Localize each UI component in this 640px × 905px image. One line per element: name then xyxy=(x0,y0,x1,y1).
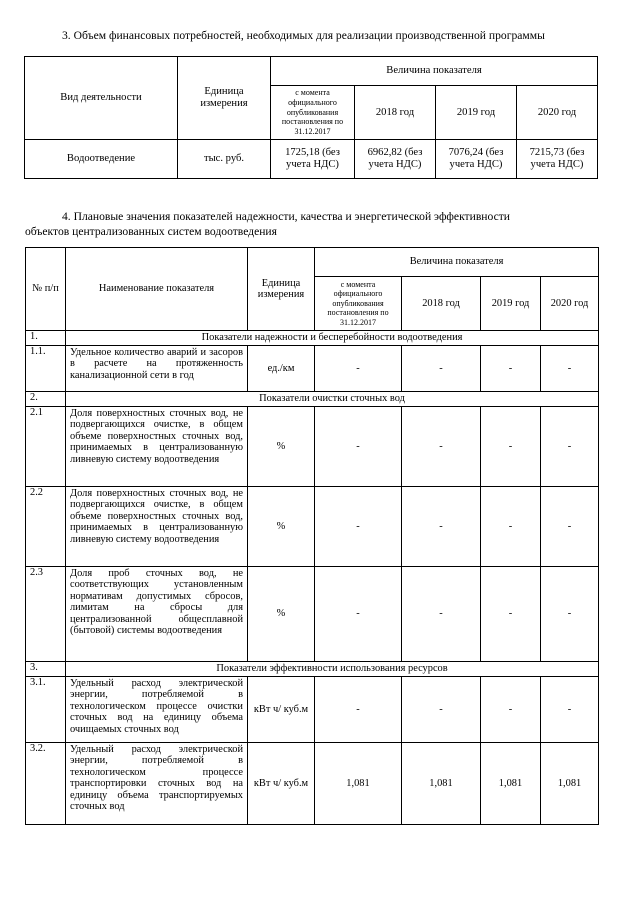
table-row xyxy=(25,140,598,179)
group-title: Показатели надежности и бесперебойности водоотведения xyxy=(66,331,599,346)
table-row xyxy=(26,677,599,743)
col-2018-header: 2018 год xyxy=(355,86,436,140)
table-row xyxy=(26,346,599,392)
financial-needs-table xyxy=(24,56,598,179)
unit-cell: кВт ч/ куб.м xyxy=(248,743,315,825)
activity-cell: Водоотведение xyxy=(25,140,178,179)
group-row xyxy=(26,392,599,407)
value-cell: - xyxy=(315,677,402,743)
value-cell: - xyxy=(402,677,481,743)
value-cell: - xyxy=(315,346,402,392)
indicator-name: Удельное количество аварий и засоров в расчете на протяженность канализационной сети в год xyxy=(66,346,248,392)
row-num: 2.1 xyxy=(26,407,66,487)
value-cell: - xyxy=(481,407,541,487)
value-cell: 1725,18 (без учета НДС) xyxy=(271,140,355,179)
value-cell: - xyxy=(315,487,402,567)
indicators-table xyxy=(25,247,599,825)
group-num: 2. xyxy=(26,392,66,407)
value-cell: - xyxy=(402,567,481,662)
unit-cell: тыс. руб. xyxy=(178,140,271,179)
value-cell: - xyxy=(481,677,541,743)
col-num-header: № п/п xyxy=(26,248,66,331)
group-num: 1. xyxy=(26,331,66,346)
value-cell: - xyxy=(481,346,541,392)
section3-title: 3. Объем финансовых потребностей, необходимых для реализации производственной программы xyxy=(62,29,545,42)
value-cell: - xyxy=(402,407,481,487)
value-cell: - xyxy=(481,487,541,567)
col-2019-header: 2019 год xyxy=(481,277,541,331)
indicator-name: Удельный расход электрической энергии, потребляемой в технологическом процессе транспортировки сточных вод на единицу объема транспортируемых сточных вод xyxy=(66,743,248,825)
group-row xyxy=(26,331,599,346)
value-cell: - xyxy=(541,407,599,487)
col-activity-header: Вид деятельности xyxy=(25,57,178,140)
col-unit-header: Единица измерения xyxy=(178,57,271,140)
value-cell: 1,081 xyxy=(481,743,541,825)
col-2019-header: 2019 год xyxy=(436,86,517,140)
col-name-header: Наименование показателя xyxy=(66,248,248,331)
section4-title-line1: 4. Плановые значения показателей надежности, качества и энергетической эффективности xyxy=(62,210,511,223)
table-row xyxy=(26,743,599,825)
table-row xyxy=(26,407,599,487)
indicator-name: Доля проб сточных вод, не соответствующих установленным нормативам допустимых сбросов, лимитам на сбросы для централизованной общесплавной (бытовой) системы водоотведения xyxy=(66,567,248,662)
value-cell: 6962,82 (без учета НДС) xyxy=(355,140,436,179)
unit-cell: кВт ч/ куб.м xyxy=(248,677,315,743)
row-num: 3.1. xyxy=(26,677,66,743)
value-cell: - xyxy=(315,567,402,662)
row-num: 2.2 xyxy=(26,487,66,567)
row-num: 3.2. xyxy=(26,743,66,825)
row-num: 1.1. xyxy=(26,346,66,392)
col-value-header: Величина показателя xyxy=(271,57,598,86)
unit-cell: ед./км xyxy=(248,346,315,392)
col-value-header: Величина показателя xyxy=(315,248,599,277)
value-cell: - xyxy=(541,346,599,392)
indicator-name: Доля поверхностных сточных вод, не подвергающихся очистке, в общем объеме поверхностных сточных вод, принимаемых в централизованную ливневую систему водоотведения xyxy=(66,487,248,567)
value-cell: - xyxy=(541,487,599,567)
value-cell: 1,081 xyxy=(402,743,481,825)
value-cell: - xyxy=(541,677,599,743)
group-title: Показатели очистки сточных вод xyxy=(66,392,599,407)
group-num: 3. xyxy=(26,662,66,677)
value-cell: 1,081 xyxy=(541,743,599,825)
group-row xyxy=(26,662,599,677)
col-from-header: с момента официального опубликования постановления по 31.12.2017 xyxy=(271,86,355,140)
value-cell: 7076,24 (без учета НДС) xyxy=(436,140,517,179)
table-row xyxy=(26,487,599,567)
group-title: Показатели эффективности использования ресурсов xyxy=(66,662,599,677)
indicator-name: Удельный расход электрической энергии, потребляемой в технологическом процессе очистки сточных вод на единицу объема очищаемых сточных вод xyxy=(66,677,248,743)
col-2020-header: 2020 год xyxy=(517,86,598,140)
value-cell: - xyxy=(315,407,402,487)
col-unit-header: Единица измерения xyxy=(248,248,315,331)
table-row xyxy=(26,567,599,662)
indicator-name: Доля поверхностных сточных вод, не подвергающихся очистке, в общем объеме поверхностных сточных вод, принимаемых в централизованную ливневую систему водоотведения xyxy=(66,407,248,487)
value-cell: 7215,73 (без учета НДС) xyxy=(517,140,598,179)
value-cell: - xyxy=(402,346,481,392)
unit-cell: % xyxy=(248,567,315,662)
value-cell: 1,081 xyxy=(315,743,402,825)
unit-cell: % xyxy=(248,407,315,487)
col-2018-header: 2018 год xyxy=(402,277,481,331)
col-2020-header: 2020 год xyxy=(541,277,599,331)
col-from-header: с момента официального опубликования постановления по 31.12.2017 xyxy=(315,277,402,331)
value-cell: - xyxy=(541,567,599,662)
row-num: 2.3 xyxy=(26,567,66,662)
value-cell: - xyxy=(481,567,541,662)
value-cell: - xyxy=(402,487,481,567)
section4-title-line2: объектов централизованных систем водоотведения xyxy=(25,225,277,238)
unit-cell: % xyxy=(248,487,315,567)
